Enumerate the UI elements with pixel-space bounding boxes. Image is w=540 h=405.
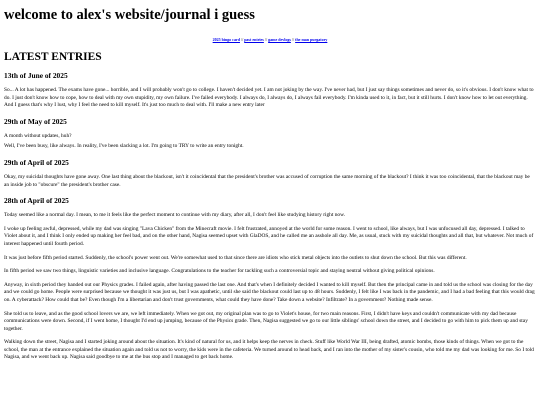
entry-paragraph: So... A lot has happened. The exams have gone... horrible, and I will probably won't go to college. I haven't decided yet. I am not joking by the way. I've never had, but I just say things sometimes and never do, so it's obvious. I don't know what to do. I just don't know how to cope, how to deal with my own stupidity, my own failure. I've failed everybody. I always do, I always do, I always fail everybody. I'm kinda used to it, in fact, but it still hurts. I don't know how to let out everything. And I guess that's why I lust, why I feel the need to kill myself. It's just too much to deal with. I'll make a new entry later bbox=[4, 87, 534, 109]
entry-paragraph: She told us to leave, and as the good school lovers we are, we left immediately. When we got out, my original plan was to go to Violet's house, for two main reasons. First, I didn't have keys and couldn't communicate with my dad because communications were down. Second, if I went home, I thought I'd end up jumping, because of the Physics grade. Then, Nagisa suggested we go to our little siblings' school down the street, and I decided to go with him to pick them up and stay together. bbox=[4, 310, 528, 332]
entry-paragraph: Well, I've been busy, like always. In reality, I've been slacking a lot. I'm going to TRY to write an entry tonight. bbox=[4, 143, 244, 150]
nav-separator: // bbox=[240, 37, 244, 42]
entry-paragraph: Anyway, in sixth period they handed out our Physics grades. I failed again, after having passed the last one. And that's when I definitely decided I wanted to kill myself. But then the principal came in and told us the school was closing for the day and we could go home. People were surprised because we thought it was just us, but I was apathetic, until she said the blackout could last up to 48 hours. Suddenly, I felt like I was back in the pandemic, and I had a bad feeling that this would drag on. A cyberattack? How could that be? Even though I'm a libertarian and don't trust governments, what could they have done? Take down a website? Infiltrate? In a government? Nothing made sense. bbox=[4, 281, 535, 303]
nav-link-man-purgatory[interactable]: the man purgatory bbox=[295, 37, 328, 42]
journal-entry bbox=[4, 196, 536, 362]
entry-title: 13th of June of 2025 bbox=[4, 71, 68, 80]
entry-paragraph: A month without updates, huh? bbox=[4, 132, 72, 139]
entry-paragraph: I woke up feeling awful, depressed, while my dad was singing "Lava Chicken" from the Minecraft movie. I felt frustrated, annoyed at the world for some reason. I went to school, like always, but I was unfocused all day, depressed. I talked to Violet about it, and I think I only ended up making her feel bad, and on the other hand, Nagisa seemed upset with GlaDOS, and he called me an asshole all day. Me, as usual, stuck with my suicidal thoughts and all that, but whatever. Not much of interest happened until fourth period. bbox=[4, 225, 534, 247]
entry-title: 29th of May of 2025 bbox=[4, 116, 67, 126]
nav-link-past-entries[interactable]: past entries bbox=[244, 37, 264, 42]
entry-paragraph: Today seemed like a normal day. I mean, to me it feels like the perfect moment to continue with my diary, after all, I don't feel like studying history right now. bbox=[4, 212, 346, 219]
nav-separator: // bbox=[264, 37, 268, 42]
site-title: welcome to alex's website/journal i guess bbox=[4, 7, 255, 23]
entry-paragraph: Okay, my suicidal thoughts have gone away. One last thing about the blackout, isn't it coincidental that the president's brother was accused of corruption the same morning of the blackout? I think it was too coincidental, that the blackout may be an inside job to "obscure" the president's brother case. bbox=[4, 173, 530, 188]
latest-entries-heading: LATEST ENTRIES bbox=[4, 51, 102, 63]
entry-title: 29th of April of 2025 bbox=[4, 157, 69, 167]
journal-entry bbox=[4, 158, 536, 189]
journal-entry bbox=[4, 71, 536, 110]
nav-separator: // bbox=[291, 37, 295, 42]
entry-paragraph: In fifth period we saw two things, linguistic varieties and inclusive language. Congratulations to the teacher for tackling such a controversial topic and staying neutral without giving political opinions. bbox=[4, 268, 435, 275]
entry-title: 28th of April of 2025 bbox=[4, 196, 69, 206]
top-navigation bbox=[4, 37, 536, 43]
entry-paragraph: It was just before fifth period started. Suddenly, the school's power went out. We're somewhat used to that since there are idiots who stick metal objects into the outlets to shut down the school. But this was different. bbox=[4, 254, 467, 261]
nav-link-bingo-card[interactable]: 2025 bingo card bbox=[212, 37, 240, 42]
journal-entry bbox=[4, 117, 536, 151]
nav-link-game-devlogs[interactable]: game devlogs bbox=[268, 37, 291, 42]
entry-paragraph: Walking down the street, Nagisa and I started joking around about the situation. It's kind of natural for us, and it helps keep the nerves in check. Stuff like World War III, being drafted, atomic bombs, those kinds of things. When we got to the school, the man at the entrance explained the situation again and told us not to worry, the kids were in the cafeteria. We turned around to head back, and I ran into the mother of my sister's cousin, who told me my dad was looking for me. So I told Nagisa, and we went back up. Nagisa said goodbye to me at the bus stop and I managed to get back home. bbox=[4, 339, 534, 361]
